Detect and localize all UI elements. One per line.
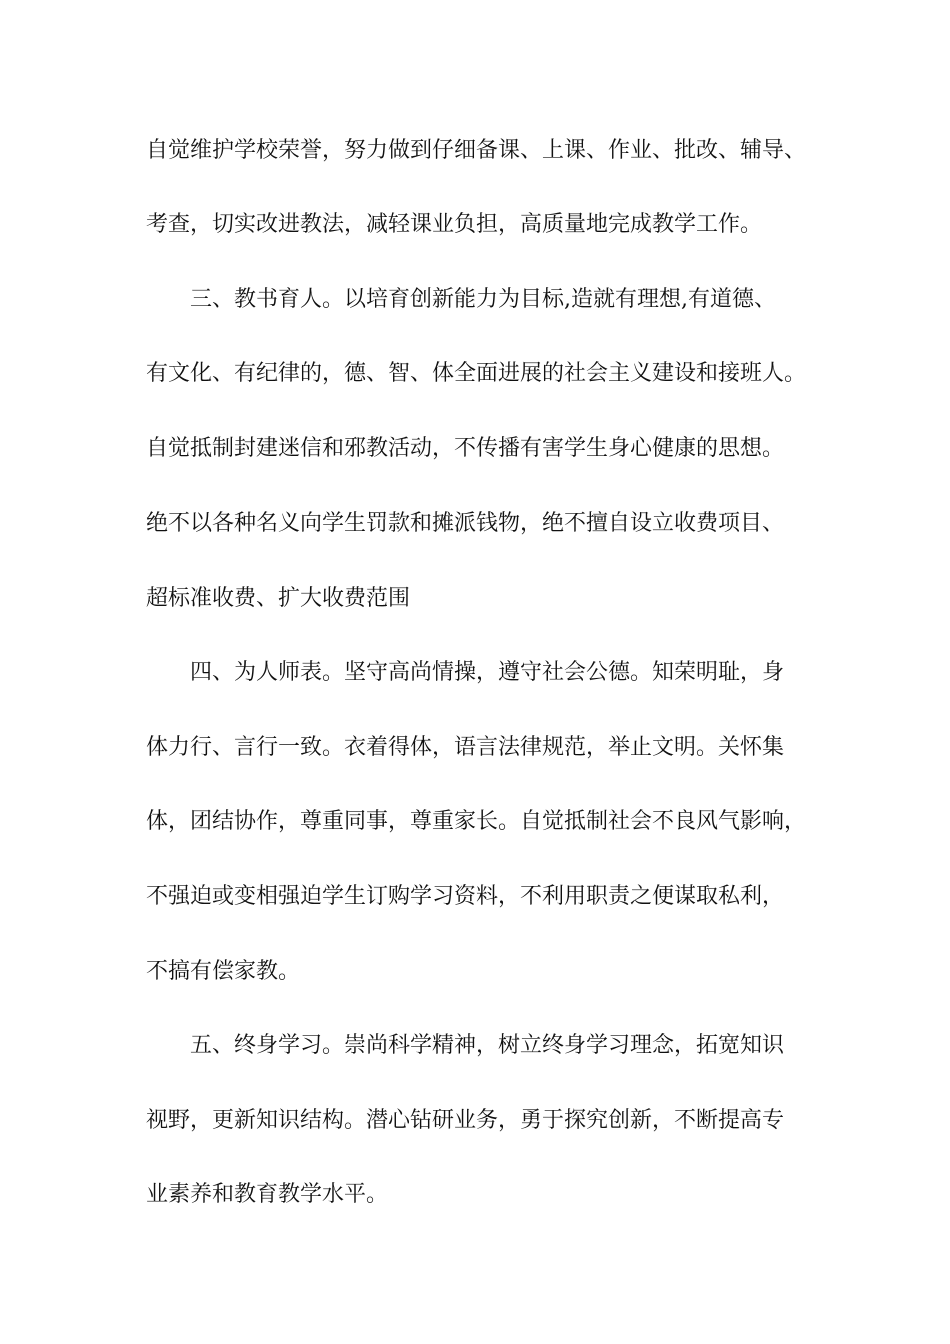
text-line: 有文化、有纪律的，德、智、体全面进展的社会主义建设和接班人。: [146, 361, 807, 386]
text-line: 不强迫或变相强迫学生订购学习资料，不利用职责之便谋取私利，: [146, 884, 785, 909]
text-line: 绝不以各种名义向学生罚款和摊派钱物，绝不擅自设立收费项目、: [146, 511, 785, 536]
text-line: 自觉维护学校荣誉，努力做到仔细备课、上课、作业、批改、辅导、: [146, 138, 807, 163]
text-line: 不搞有偿家教。: [146, 959, 301, 984]
text-line: 视野，更新知识结构。潜心钻研业务，勇于探究创新，不断提高专: [146, 1108, 785, 1133]
text-line: 考查，切实改进教法，减轻课业负担，高质量地完成教学工作。: [146, 212, 763, 237]
text-line: 超标准收费、扩大收费范围: [146, 586, 411, 611]
paragraph-heading-3: 三、教书育人。以培育创新能力为目标,造就有理想,有道德、: [190, 287, 776, 312]
paragraph-heading-5: 五、终身学习。崇尚科学精神，树立终身学习理念，拓宽知识: [190, 1033, 785, 1058]
text-line: 自觉抵制封建迷信和邪教活动，不传播有害学生身心健康的思想。: [146, 436, 785, 461]
text-line: 体力行、言行一致。衣着得体，语言法律规范，举止文明。关怀集: [146, 735, 785, 760]
text-line: 业素养和教育教学水平。: [146, 1182, 389, 1207]
paragraph-heading-4: 四、为人师表。坚守高尚情操，遵守社会公德。知荣明耻，身: [190, 660, 785, 685]
text-line: 体，团结协作，尊重同事，尊重家长。自觉抵制社会不良风气影响，: [146, 809, 807, 834]
